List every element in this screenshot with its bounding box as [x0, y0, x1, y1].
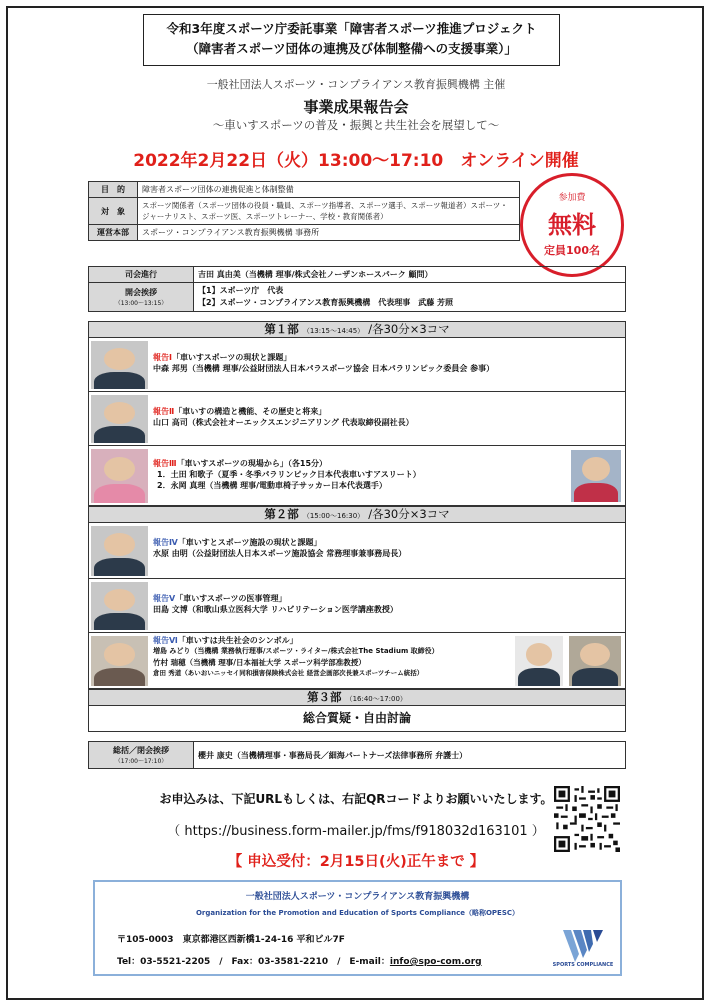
- badge-big: 無料: [548, 211, 596, 239]
- part1-desc: /各30分×3コマ: [368, 322, 450, 336]
- report-person: 1．土田 和歌子（夏季・冬季パラリンピック日本代表車いすアスリート）: [157, 470, 421, 479]
- opening-value-2: 【2】スポーツ・コンプライアンス教育振興機構 代表理事 武藤 芳照: [198, 298, 453, 307]
- part3-label: 第３部: [307, 690, 342, 704]
- report-person: 倉田 秀道（あいおいニッセイ同和損害保険株式会社 経営企画部次長兼スポーツチーム統括）: [153, 669, 424, 677]
- report-row: [88, 392, 626, 446]
- opening-label: [89, 283, 194, 312]
- report-person: 増島 みどり（当機構 業務執行理事/スポーツ・ライター/株式会社The Stadium 取締役）: [153, 647, 439, 655]
- qr-code-icon[interactable]: [554, 786, 620, 852]
- page-title: 事業成果報告会: [303, 98, 409, 116]
- report-label: 報告Ⅴ: [153, 594, 176, 603]
- badge-small: 参加費: [558, 193, 586, 203]
- info-value: スポーツ・コンプライアンス教育振興機構 事務所: [138, 225, 520, 241]
- deadline: 【 申込受付：2月15日(火)正午まで 】: [227, 854, 485, 870]
- speaker-photo: [91, 341, 148, 389]
- apply-url[interactable]: （ https://business.form-mailer.jp/fms/f918032d163101 ）: [167, 824, 545, 839]
- report-row: [88, 523, 626, 579]
- part3-header: [88, 689, 626, 706]
- info-label: 目 的: [89, 182, 138, 198]
- opening-row: [89, 283, 626, 312]
- report-row: [88, 446, 626, 506]
- report-label: 報告Ⅵ: [153, 636, 178, 645]
- info-value: 障害者スポーツ団体の連携促進と体制整備: [138, 182, 520, 198]
- part2-time: （15:00～16:30）: [302, 512, 365, 520]
- speaker-photo: [571, 450, 621, 502]
- report-person: 山口 高司（株式会社オーエックスエンジニアリング 代表取締役副社長）: [153, 418, 414, 427]
- part2-header: [88, 506, 626, 523]
- opening-row: [89, 267, 626, 283]
- opening-value: [194, 283, 626, 312]
- report-person: 2．永岡 真理（当機構 理事/電動車椅子サッカー日本代表選手）: [157, 481, 387, 490]
- info-row: [89, 198, 520, 225]
- report-label: 報告Ⅱ: [153, 407, 175, 416]
- footer-org-en: Organization for the Promotion and Education of Sports Compliance（略称OPESC）: [195, 909, 520, 917]
- report-row: [88, 579, 626, 633]
- closing-table: [88, 741, 626, 769]
- closing-label-text: 総括／閉会挨拶: [113, 746, 169, 755]
- report-title: 「車いすスポーツの現状と課題」: [171, 353, 292, 362]
- organizer-line: 一般社団法人スポーツ・コンプライアンス教育振興機構 主催: [206, 78, 506, 91]
- report-title: 「車いすスポーツの現場から」（各15分）: [176, 459, 328, 468]
- part2-desc: /各30分×3コマ: [368, 507, 450, 521]
- report-text: [153, 406, 414, 428]
- report-text: [153, 635, 439, 679]
- part3-desc: 総合質疑・自由討論: [88, 706, 626, 732]
- speaker-photo: [91, 582, 148, 630]
- event-date: 2022年2月22日（火）13:00～17:10 オンライン開催: [133, 151, 579, 171]
- part2-label: 第２部: [264, 507, 299, 521]
- closing-row: [89, 742, 626, 769]
- closing-time: （17:00～17:10）: [114, 758, 168, 765]
- apply-text: お申込みは、下記URLもしくは、右記QRコードよりお願いいたします。: [159, 792, 553, 806]
- report-person: 竹村 瑞穂（当機構 理事/日本福祉大学 スポーツ科学部准教授）: [153, 658, 366, 667]
- speaker-photo: [91, 449, 148, 503]
- closing-label: [89, 742, 194, 769]
- footer-contact: [117, 954, 482, 967]
- report-text: [153, 458, 421, 491]
- speaker-photo: [515, 636, 563, 686]
- free-badge: [520, 173, 624, 277]
- opening-label: 司会進行: [89, 267, 194, 283]
- part3-time: （16:40～17:00）: [345, 695, 407, 703]
- opening-time: （13:00～13:15）: [114, 300, 168, 307]
- footer-box: [93, 880, 622, 976]
- info-label: 運営本部: [89, 225, 138, 241]
- opening-table: [88, 266, 626, 312]
- logo-text: SPORTS COMPLIANCE: [552, 962, 614, 968]
- info-row: [89, 225, 520, 241]
- footer-address: 〒105-0003 東京都港区西新橋1-24-16 平和ビル7F: [117, 935, 345, 945]
- footer-email-link[interactable]: info@spo-com.org: [389, 957, 482, 967]
- report-title: 「車いすは共生社会のシンボル」: [177, 636, 298, 645]
- opening-value: 吉田 真由美（当機構 理事/株式会社ノーザンホースパーク 顧問）: [194, 267, 626, 283]
- report-text: [153, 593, 398, 615]
- speaker-photo: [91, 636, 148, 686]
- report-title: 「車いすとスポーツ施設の現状と課題」: [177, 538, 322, 547]
- report-title: 「車いすスポーツの医事管理」: [175, 594, 287, 603]
- part1-time: （13:15～14:45）: [302, 327, 365, 335]
- report-person: 中森 邦男（当機構 理事/公益財団法人日本パラスポーツ協会 日本パラリンピック委員会 参事）: [153, 364, 495, 373]
- report-text: [153, 352, 494, 374]
- info-table: [88, 181, 520, 241]
- report-person: 田島 文博（和歌山県立医科大学 リハビリテーション医学講座教授）: [153, 605, 398, 614]
- info-value: スポーツ関係者（スポーツ団体の役員・職員、スポーツ指導者、スポーツ選手、スポーツ報道者）スポーツ・ジャーナリスト、スポーツ医、スポーツトレーナー、学校・教育関係者）: [138, 198, 520, 225]
- header-line1: 令和3年度スポーツ庁委託事業「障害者スポーツ推進プロジェクト: [166, 21, 537, 36]
- info-label: 対 象: [89, 198, 138, 225]
- closing-value: 櫻井 康史（当機構理事・事務局長／細海パートナーズ法律事務所 弁護士）: [194, 742, 626, 769]
- header-line2: （障害者スポーツ団体の連携及び体制整備への支援事業）」: [186, 41, 517, 56]
- report-label: 報告Ⅳ: [153, 538, 178, 547]
- info-row: [89, 182, 520, 198]
- speaker-photo: [91, 395, 148, 443]
- opening-value-1: 【1】スポーツ庁 代表: [198, 286, 284, 295]
- opening-label-text: 開会挨拶: [125, 288, 157, 297]
- part1-header: [88, 321, 626, 338]
- speaker-photo: [91, 526, 148, 576]
- footer-org: 一般社団法人スポーツ・コンプライアンス教育振興機構: [245, 892, 470, 902]
- report-label: 報告Ⅲ: [153, 459, 177, 468]
- header-box: [143, 14, 560, 66]
- report-text: [153, 537, 406, 559]
- speaker-photo: [569, 636, 621, 686]
- report-row: [88, 633, 626, 689]
- page-subtitle: ～車いすスポーツの普及・振興と共生社会を展望して～: [212, 118, 500, 132]
- report-person: 水原 由明（公益財団法人日本スポーツ施設協会 常務理事兼事務局長）: [153, 549, 407, 558]
- part1-label: 第１部: [264, 322, 299, 336]
- footer-tel: Tel：03-5521-2205 / Fax：03-3581-2210 / E-mail：: [117, 957, 390, 967]
- report-title: 「車いすの構造と機能、その歴史と将来」: [174, 407, 327, 416]
- badge-capacity: 定員100名: [544, 244, 600, 257]
- report-label: 報告Ⅰ: [153, 353, 172, 362]
- report-row: [88, 338, 626, 392]
